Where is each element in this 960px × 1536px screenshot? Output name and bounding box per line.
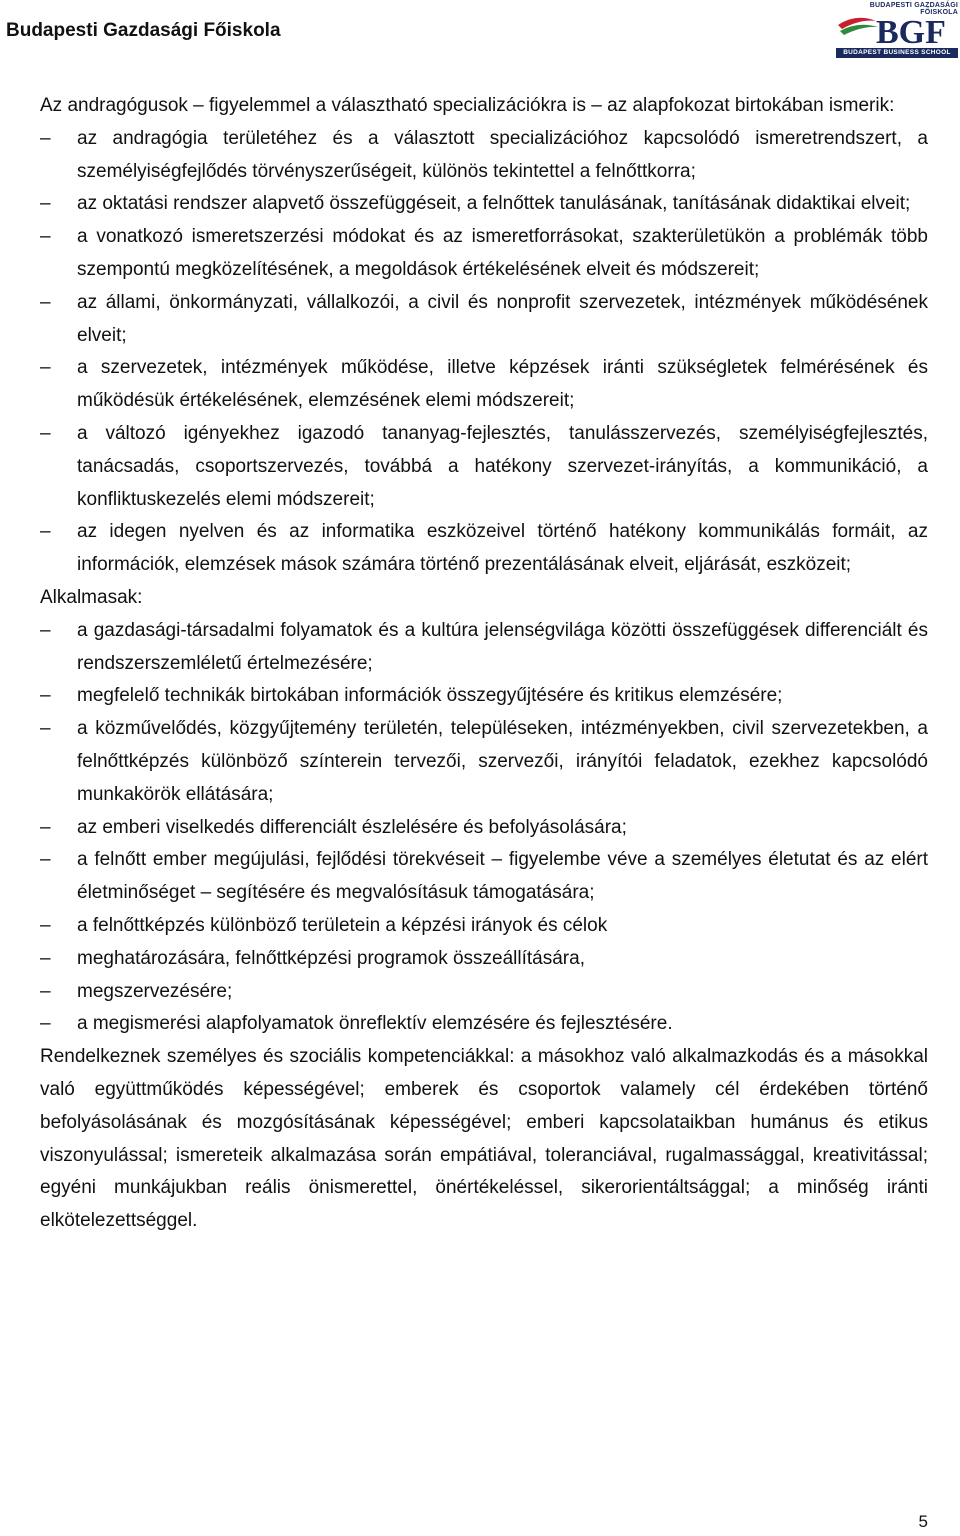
list-item	[40, 615, 928, 681]
list-item	[40, 910, 928, 943]
list-item-text: a felnőttképzés különböző területein a képzési irányok és célok	[77, 914, 608, 936]
list-item-text: az emberi viselkedés differenciált észlelésére és befolyásolására;	[77, 816, 627, 838]
bullet-dash: –	[40, 291, 51, 313]
list-item	[40, 713, 928, 811]
document-body	[40, 90, 928, 1238]
bullet-dash: –	[40, 816, 51, 838]
list-item-text: az idegen nyelven és az informatika eszközeivel történő hatékony kommunikálás formáit, az információk, elemzések mások számára történő prezentálásának elveit, eljárását, eszközeit;	[77, 521, 928, 576]
list-item-text: a gazdasági-társadalmi folyamatok és a kultúra jelenségvilága közötti összefüggések differenciált és rendszerszemléletű értelmezésére;	[77, 619, 928, 674]
institution-name: Budapesti Gazdasági Főiskola	[6, 20, 281, 41]
list-item-text: az andragógia területéhez és a választott specializációhoz kapcsolódó ismeretrendszert, a személyiségfejlődés törvényszerűségeit, különös tekintettel a felnőttkorra;	[77, 127, 928, 182]
page-number: 5	[918, 1512, 928, 1531]
list-item-text: meghatározására, felnőttképzési programok összeállítására,	[77, 947, 585, 969]
bullet-dash: –	[40, 914, 51, 936]
list-item	[40, 123, 928, 189]
list-item-text: az állami, önkormányzati, vállalkozói, a civil és nonprofit szervezetek, intézmények működésének elveit;	[77, 291, 928, 346]
list-item	[40, 812, 928, 845]
list-item-text: megszervezésére;	[77, 980, 233, 1002]
list-item-text: a felnőtt ember megújulási, fejlődési törekvéseit – figyelembe véve a személyes életutat és az elért életminőséget – segítésére és megvalósításuk támogatására;	[77, 849, 928, 904]
bullet-dash: –	[40, 193, 51, 215]
bullet-dash: –	[40, 357, 51, 379]
list-item-text: a szervezetek, intézmények működése, illetve képzések iránti szükségletek felmérésének és működésük értékelésének, elemzésének elemi módszereit;	[77, 357, 928, 412]
list-item	[40, 188, 928, 221]
list-item	[40, 1008, 928, 1041]
intro-paragraph: Az andragógusok – figyelemmel a választható specializációkra is – az alapfokozat birtokában ismerik:	[40, 95, 895, 116]
list-item-text: a megismerési alapfolyamatok önreflektív elemzésére és fejlesztésére.	[77, 1013, 673, 1035]
list-item	[40, 976, 928, 1009]
abilities-heading: Alkalmasak:	[40, 586, 143, 608]
knowledge-list	[40, 123, 928, 582]
list-item-text: az oktatási rendszer alapvető összefüggéseit, a felnőttek tanulásának, tanításának didaktikai elveit;	[77, 193, 911, 215]
bgf-logo	[836, 2, 958, 60]
logo-mark	[836, 11, 958, 47]
ability-list	[40, 615, 928, 1041]
list-item	[40, 943, 928, 976]
bullet-dash: –	[40, 980, 51, 1002]
bullet-dash: –	[40, 849, 51, 871]
bullet-dash: –	[40, 127, 51, 149]
bullet-dash: –	[40, 1013, 51, 1035]
svg-text:BGF: BGF	[876, 14, 946, 47]
list-item-text: a változó igényekhez igazodó tananyag-fejlesztés, tanulásszervezés, személyiségfejlesztés, tanácsadás, csoportszervezés, továbbá a hatékony szervezet-irányítás, a kommunikáció, a konfliktuskezelés elemi módszereit;	[77, 422, 928, 510]
list-item-text: a közművelődés, közgyűjtemény területén, településeken, intézményekben, civil szervezetekben, a felnőttképzés különböző színterein tervezői, szervezői, irányítói feladatok, ezekhez kapcsolódó munkakörök ellátására;	[77, 718, 928, 805]
list-item-text: megfelelő technikák birtokában információk összegyűjtésére és kritikus elemzésére;	[77, 685, 783, 707]
list-item-text: a vonatkozó ismeretszerzési módokat és az ismeretforrásokat, szakterületükön a problémák több szempontú megközelítésének, a megoldások értékelésének elveit és módszereit;	[77, 226, 928, 280]
page-header	[0, 0, 960, 64]
logo-top-text: BUDAPESTI GAZDASÁGI FŐISKOLA	[869, 2, 958, 16]
bullet-dash: –	[40, 619, 51, 641]
bullet-dash: –	[40, 226, 51, 248]
bullet-dash: –	[40, 521, 51, 543]
list-item	[40, 418, 928, 516]
list-item	[40, 352, 928, 418]
list-item	[40, 844, 928, 910]
list-item	[40, 287, 928, 353]
bullet-dash: –	[40, 718, 51, 740]
list-item	[40, 516, 928, 582]
list-item	[40, 221, 928, 287]
bullet-dash: –	[40, 685, 51, 707]
list-item	[40, 680, 928, 713]
logo-bottom-text: BUDAPEST BUSINESS SCHOOL	[836, 48, 958, 58]
bullet-dash: –	[40, 947, 51, 969]
bullet-dash: –	[40, 422, 51, 444]
closing-paragraph: Rendelkeznek személyes és szociális kompetenciákkal: a másokhoz való alkalmazkodás és a másokkal való együttműködés képességével; emberek és csoportok valamely cél érdekében történő befolyásolásának és mozgósításának képességével; emberi kapcsolataikban humánus és etikus viszonyulással; ismereteik alkalmazása során empátiával, toleranciával, rugalmassággal, kreativitással; egyéni munkájukban reális önismerettel, önértékeléssel, sikerorientáltsággal; a minőség iránti elkötelezettséggel.	[40, 1046, 928, 1232]
